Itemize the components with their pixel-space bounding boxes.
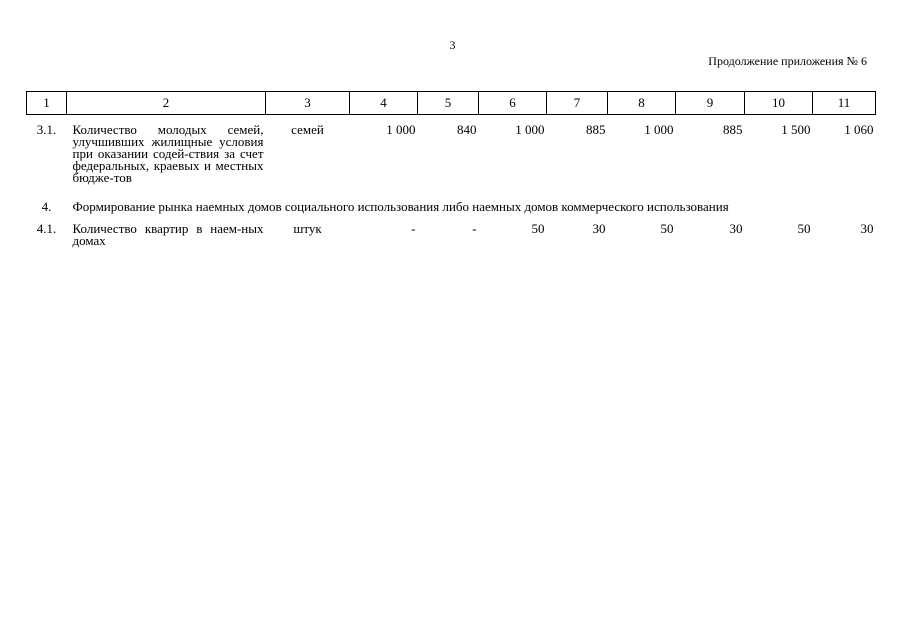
column-header: 9 [676,92,745,115]
row-value: - [472,221,477,236]
row-value: 1 000 [644,122,674,137]
row-value: 885 [586,122,606,137]
row-value: - [411,221,416,236]
row-description: Количество молодых семей, улучшивших жилищные условия при оказании содей-ствия за счет федеральных, краевых и местных бюдже-тов [72,122,264,185]
row-value: 30 [592,221,606,236]
row-value: 30 [860,221,874,236]
row-value: 1 500 [781,122,811,137]
continuation-note: Продолжение приложения № 6 [708,54,867,68]
column-header: 8 [608,92,676,115]
page-number: 3 [449,38,456,52]
table-row [27,214,876,247]
row-value: 1 000 [515,122,545,137]
row-description: Количество квартир в наем-ных домах [72,221,264,248]
section-row [27,184,876,214]
row-number: 4.1. [36,221,57,236]
data-table [26,91,876,247]
table-row [27,115,876,185]
section-title: Формирование рынка наемных домов социального использования либо наемных домов коммерческого использования [72,199,729,214]
row-value: 885 [723,122,743,137]
column-header: 11 [813,92,876,115]
row-unit: семей [291,122,324,137]
row-value: 50 [797,221,811,236]
row-value: 1 060 [844,122,874,137]
column-header: 10 [745,92,813,115]
row-value: 1 000 [386,122,416,137]
row-number: 4. [41,199,52,214]
column-header: 2 [67,92,266,115]
column-header: 1 [27,92,67,115]
column-header: 6 [479,92,547,115]
column-header: 5 [418,92,479,115]
column-header: 4 [350,92,418,115]
row-value: 30 [729,221,743,236]
column-header: 3 [266,92,350,115]
row-value: 50 [531,221,545,236]
column-header: 7 [547,92,608,115]
row-unit: штук [293,221,322,236]
row-value: 840 [457,122,477,137]
row-value: 50 [660,221,674,236]
row-number: 3.1. [36,122,57,137]
table-header-row [27,92,876,115]
